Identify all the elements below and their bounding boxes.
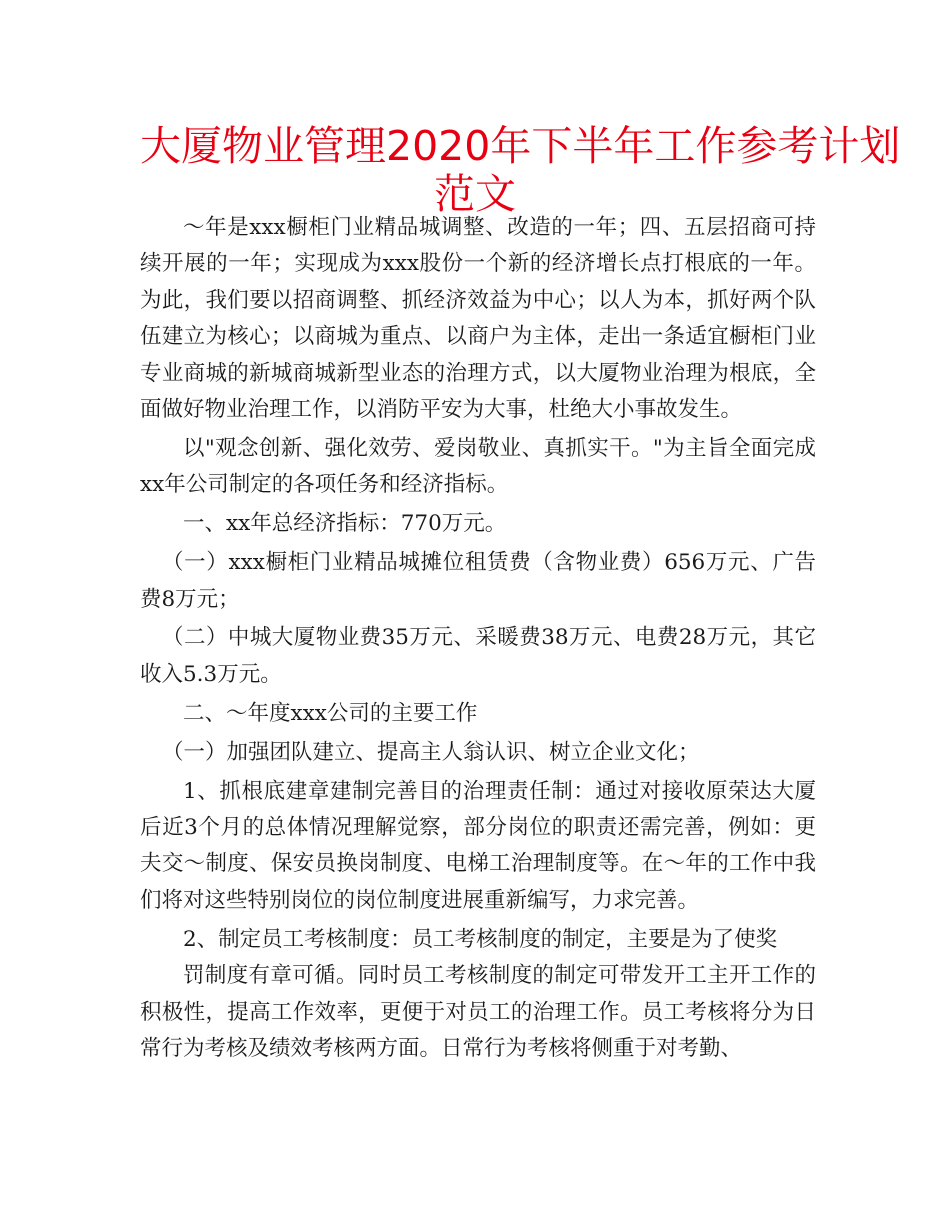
- heading-total-indicator: 一、xx年总经济指标：770万元。: [183, 511, 507, 537]
- paragraph-rules: 1、抓根底建章建制完善目的治理责任制：通过对接收原荣达大厦后近3个月的总体情况理解觉察，部分岗位的职责还需完善，例如：更夫交～制度、保安员换岗制度、电梯工治理制度等。在～年的工作中我们将对这些特别岗位的岗位制度进展重新编写，力求完善。: [140, 778, 816, 913]
- paragraph-intro: ～年是xxx橱柜门业精品城调整、改造的一年；四、五层招商可持续开展的一年；实现成为xxx股份一个新的经济增长点打根底的一年。为此，我们要以招商调整、抓经济效益为中心；以人为本，抓好两个队伍建立为核心；以商城为重点、以商户为主体，走出一条适宜橱柜门业专业商城的新城商城新型业态的治理方式，以大厦物业治理为根底，全面做好物业治理工作，以消防平安为大事，杜绝大小事故发生。: [140, 215, 816, 423]
- paragraph-assessment-cont: 罚制度有章可循。同时员工考核制度的制定可带发开工主开工作的积极性，提高工作效率，更便于对员工的治理工作。员工考核将分为日常行为考核及绩效考核两方面。日常行为考核将侧重于对考勤、: [140, 963, 816, 1061]
- document-title-line1: 大厦物业管理2020年下半年工作参考计划: [140, 122, 901, 170]
- paragraph-indicator-1: （一）xxx橱柜门业精品城摊位租赁费（含物业费）656万元、广告费8万元；: [140, 550, 816, 612]
- paragraph-assessment-start: 2、制定员工考核制度：员工考核制度的制定，主要是为了使奖: [183, 926, 778, 952]
- heading-main-work: 二、～年度xxx公司的主要工作: [183, 700, 478, 726]
- document-title-line2: 范文: [434, 170, 516, 218]
- paragraph-purpose: 以"观念创新、强化效劳、爱岗敬业、真抓实干。"为主旨全面完成xx年公司制定的各项任务和经济指标。: [140, 435, 816, 498]
- document-body: [140, 210, 816, 1067]
- heading-team-building: （一）加强团队建立、提高主人翁认识、树立企业文化；: [162, 739, 700, 765]
- paragraph-indicator-2: （二）中城大厦物业费35万元、采暖费38万元、电费28万元，其它收入5.3万元。: [140, 625, 816, 687]
